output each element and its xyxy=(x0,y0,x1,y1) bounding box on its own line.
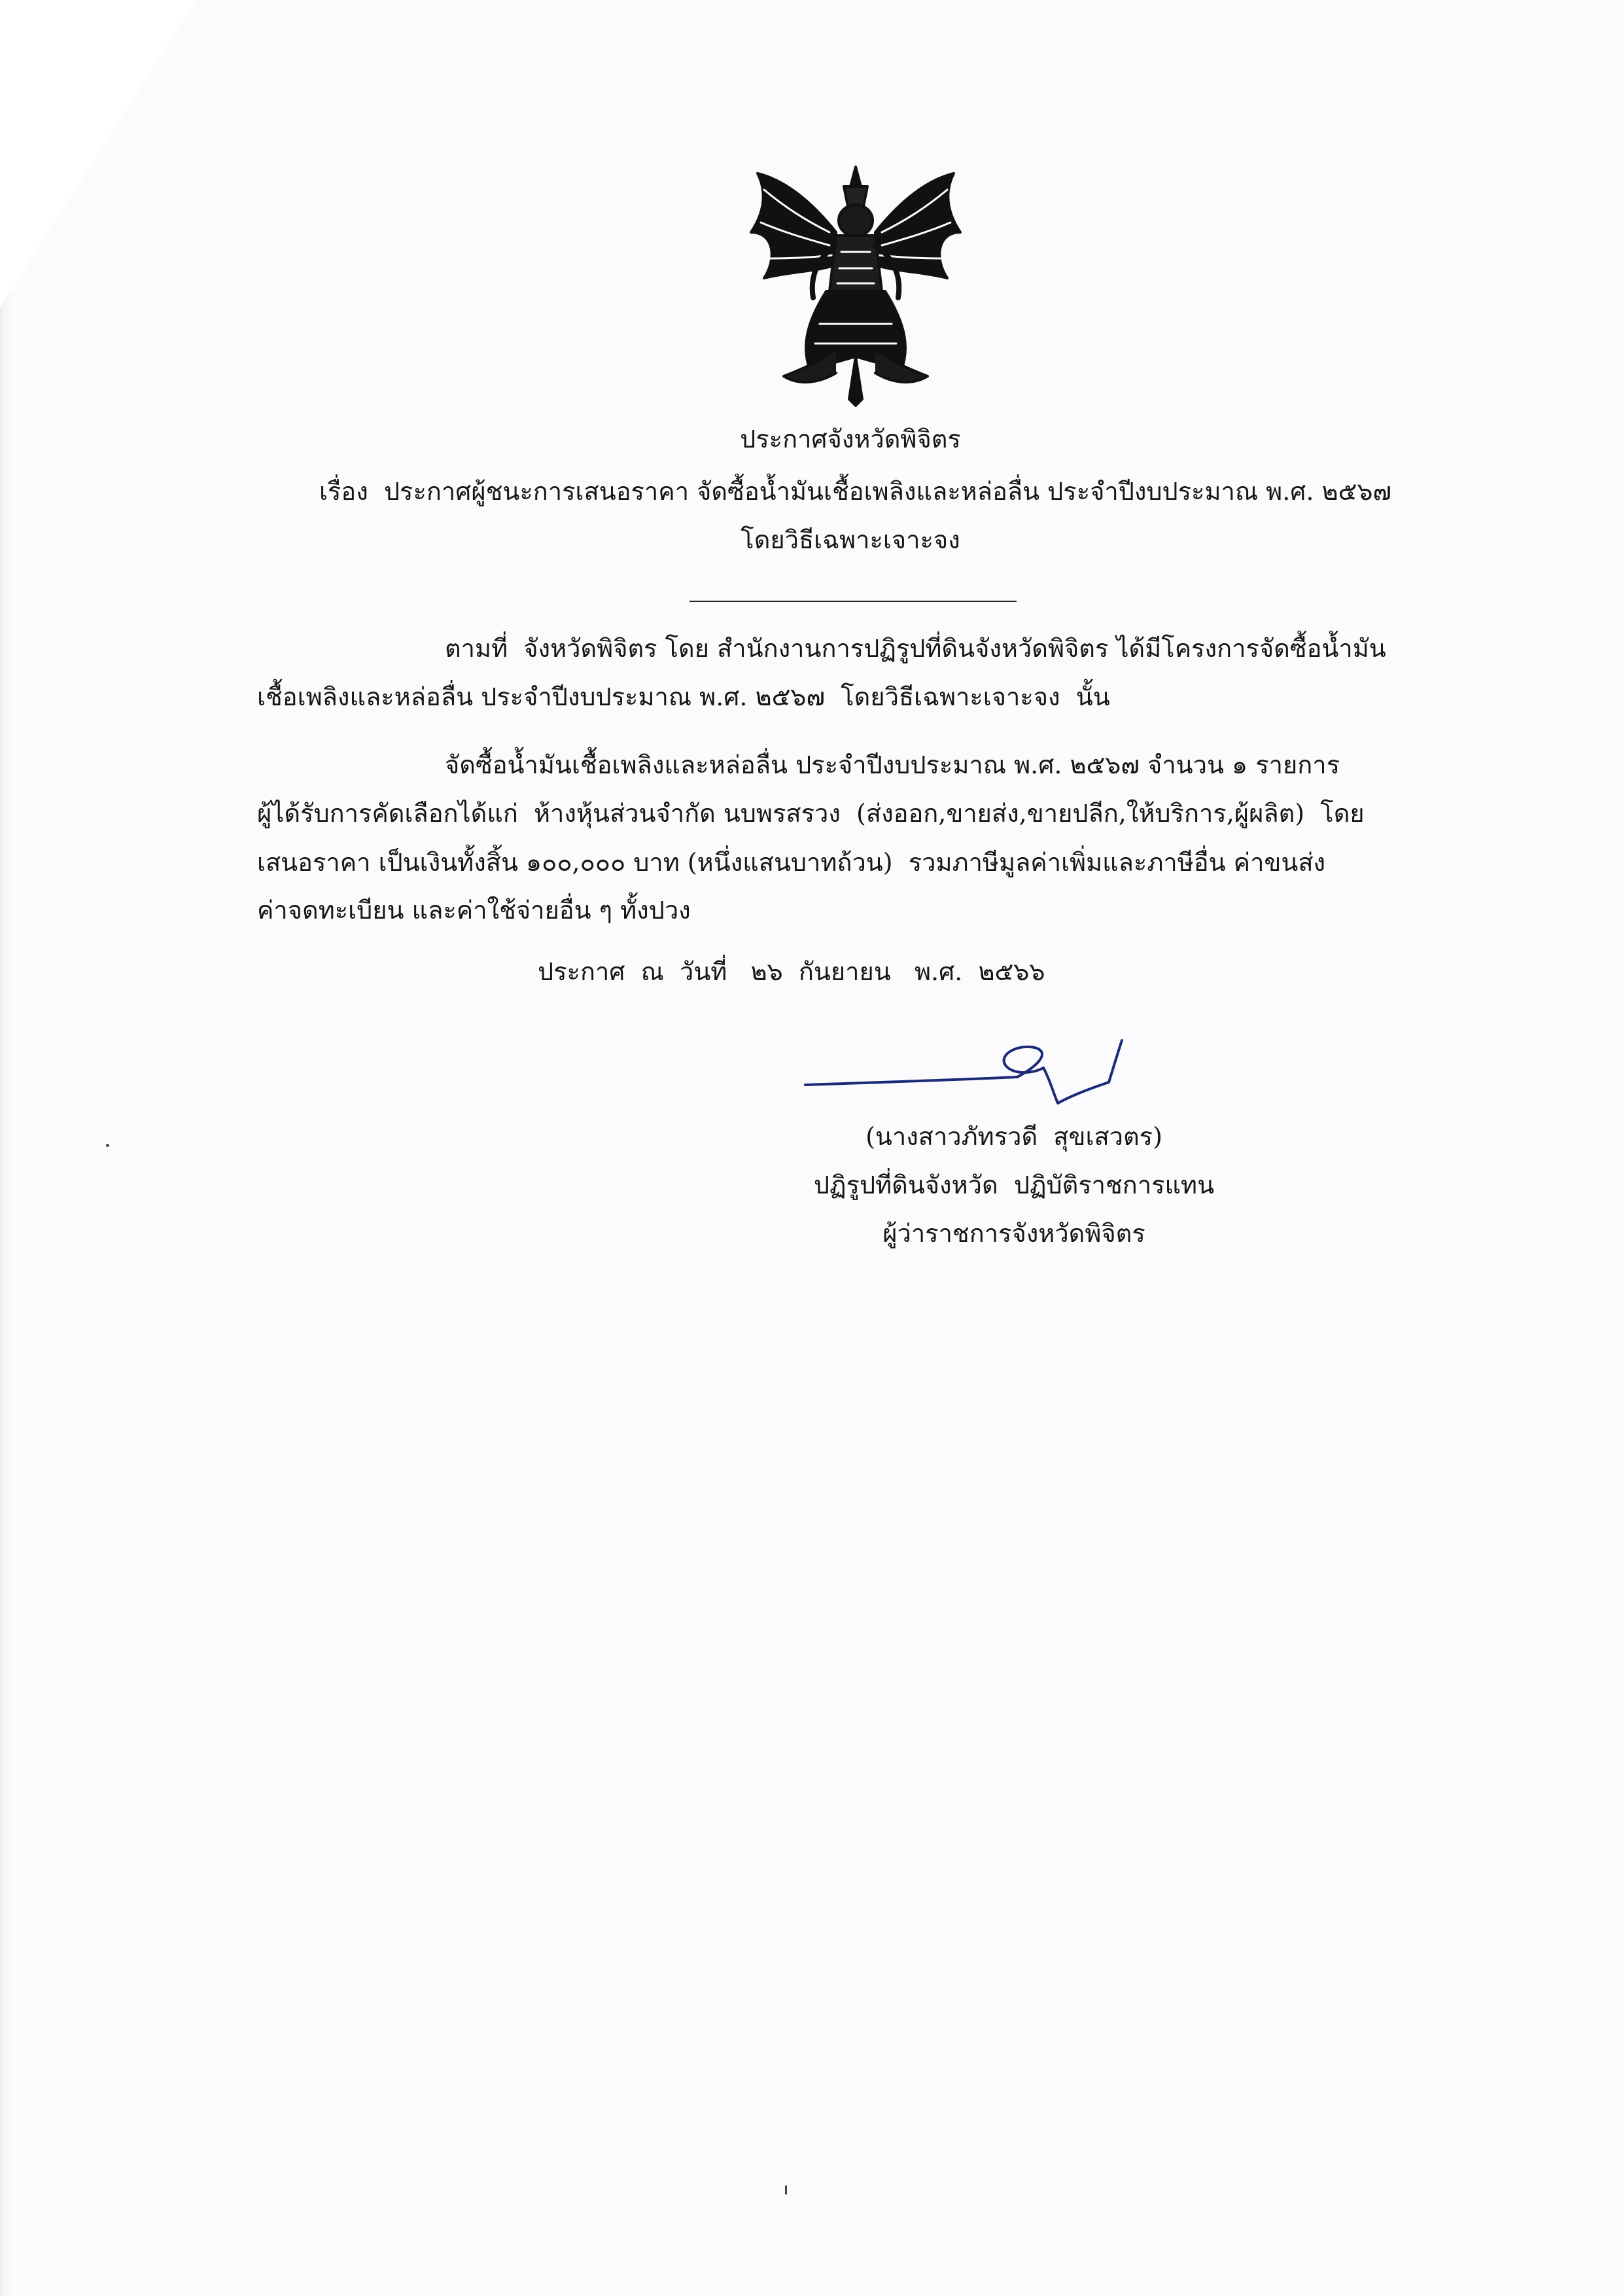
subject-method-line: โดยวิธีเฉพาะเจาะจง xyxy=(741,525,960,554)
paragraph2-line4: ค่าจดทะเบียน และค่าใช้จ่ายอื่น ๆ ทั้งปวง xyxy=(257,896,691,925)
paragraph2-line3: เสนอราคา เป็นเงินทั้งสิ้น ๑๐๐,๐๐๐ บาท (หนึ่งแสนบาทถ้วน) รวมภาษีมูลค่าเพิ่มและภาษีอื่น ค่าขนส่ง xyxy=(257,848,1326,877)
subject-line: เรื่อง ประกาศผู้ชนะการเสนอราคา จัดซื้อน้ำมันเชื้อเพลิงและหล่อลื่น ประจำปีงบประมาณ พ.ศ. ๒๕๖๗ xyxy=(319,477,1392,506)
paragraph1-line1: ตามที่ จังหวัดพิจิตร โดย สำนักงานการปฏิรูปที่ดินจังหวัดพิจิตร ได้มีโครงการจัดซื้อน้ำมัน xyxy=(445,634,1386,663)
announcement-title: ประกาศจังหวัดพิจิตร xyxy=(740,425,961,453)
signatory-name: (นางสาวภัทรวดี สุขเสวตร) xyxy=(865,1122,1162,1151)
paragraph1-line2: เชื้อเพลิงและหล่อลื่น ประจำปีงบประมาณ พ.ศ. ๒๕๖๗ โดยวิธีเฉพาะเจาะจง นั้น xyxy=(257,682,1110,711)
signatory-position-line2: ผู้ว่าราชการจังหวัดพิจิตร xyxy=(882,1219,1145,1248)
scan-speck xyxy=(106,1144,109,1147)
signatory-position-line1: ปฏิรูปที่ดินจังหวัด ปฏิบัติราชการแทน xyxy=(813,1171,1215,1199)
scan-speck xyxy=(785,2185,787,2195)
garuda-emblem-icon xyxy=(738,160,973,409)
title-divider xyxy=(689,601,1017,602)
signature-icon xyxy=(801,1034,1142,1112)
paragraph2-line1: จัดซื้อน้ำมันเชื้อเพลิงและหล่อลื่น ประจำปีงบประมาณ พ.ศ. ๒๕๖๗ จำนวน ๑ รายการ xyxy=(445,751,1340,779)
announcement-date: ประกาศ ณ วันที่ ๒๖ กันยายน พ.ศ. ๒๕๖๖ xyxy=(538,957,1045,986)
paragraph2-line2: ผู้ได้รับการคัดเลือกได้แก่ ห้างหุ้นส่วนจำกัด นบพรสรวง (ส่งออก,ขายส่ง,ขายปลีก,ให้บริการ,ผู้ผลิต) โดย xyxy=(257,799,1365,828)
